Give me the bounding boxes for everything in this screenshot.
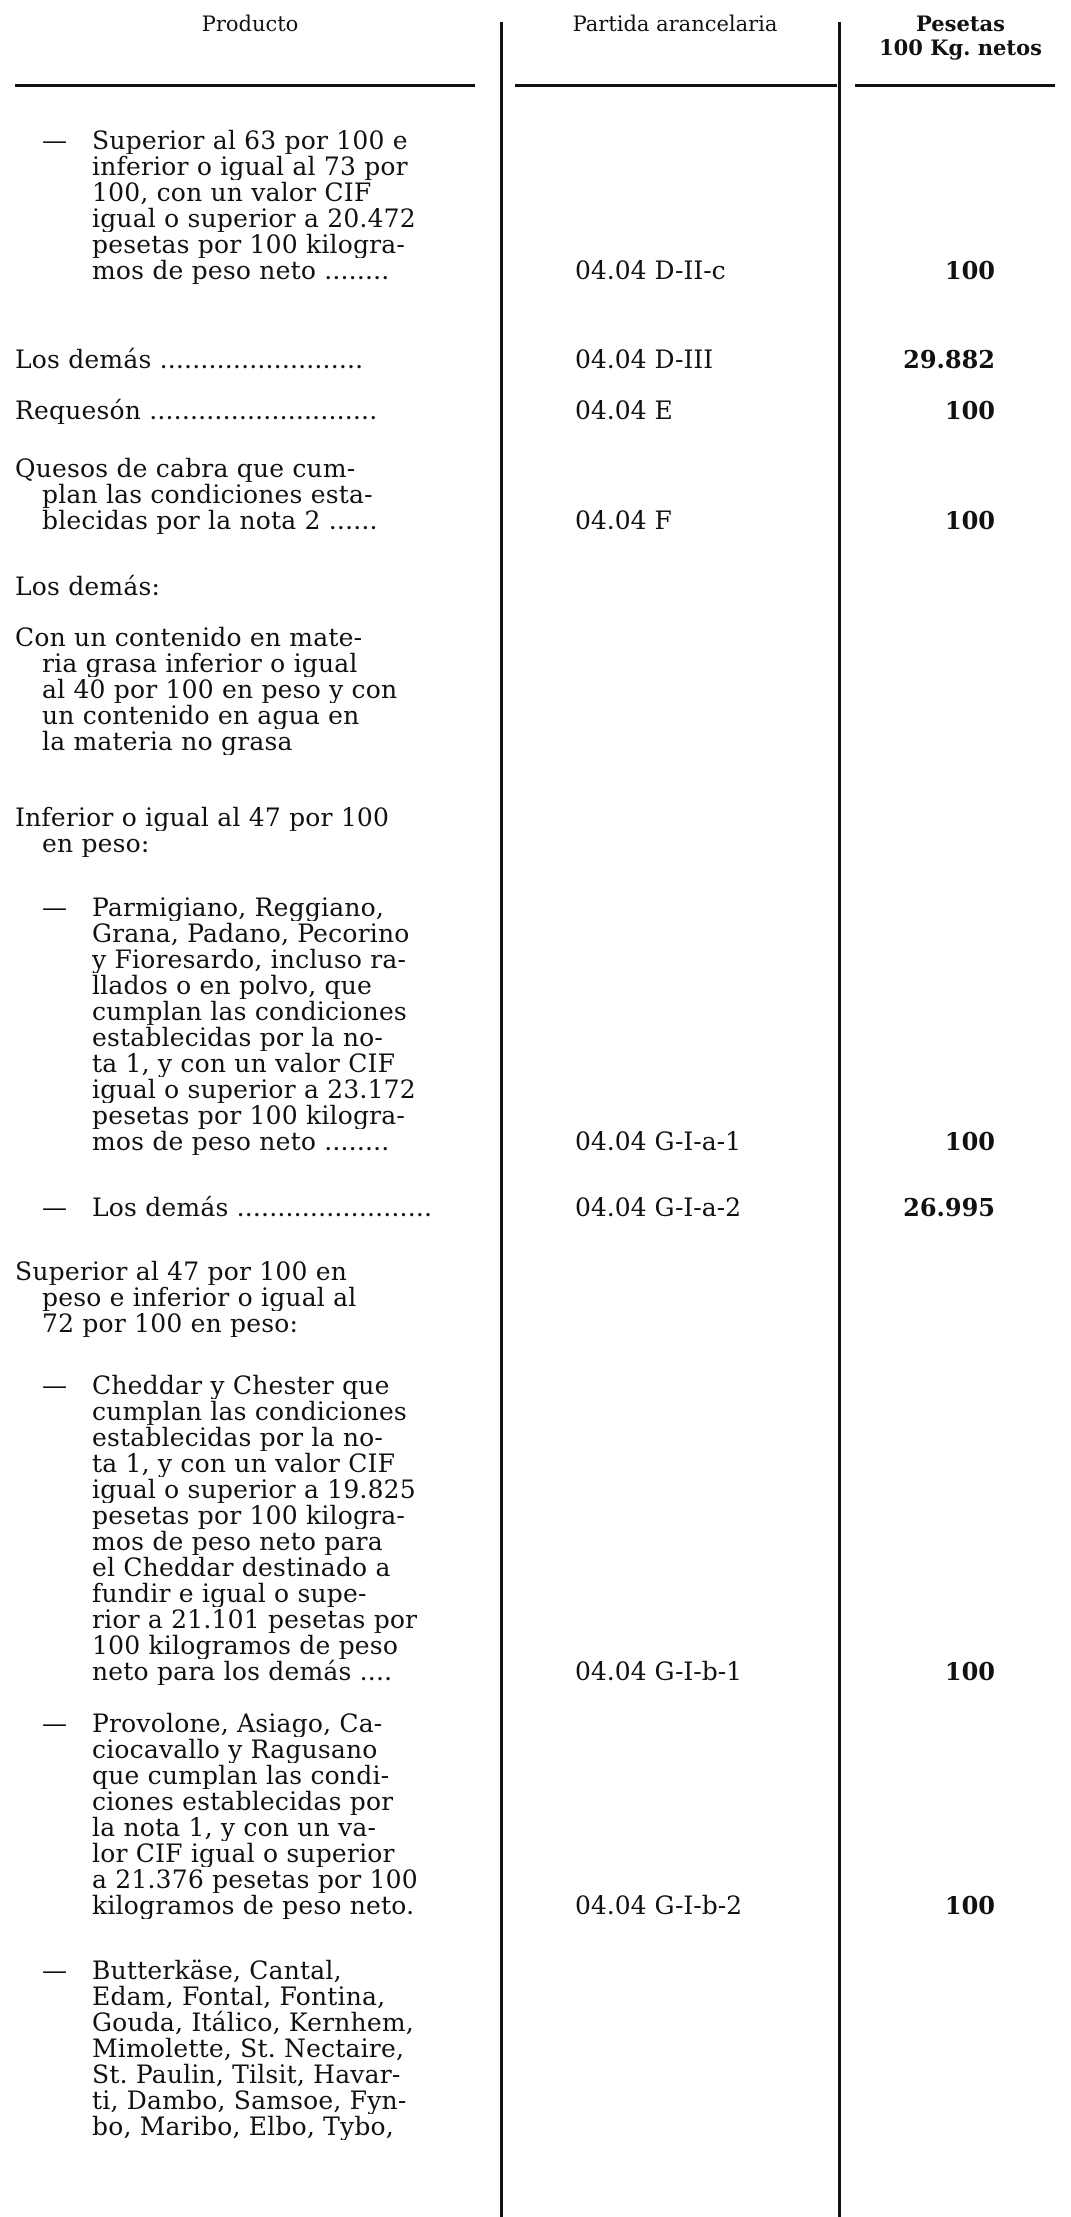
header-partida: Partida arancelaria	[572, 12, 778, 36]
column-divider-1	[500, 22, 503, 2217]
product-text-line: ta 1, y con un valor CIF	[92, 1051, 396, 1077]
pesetas-value: 100	[944, 1127, 995, 1156]
partida-arancelaria: 04.04 E	[575, 396, 673, 425]
header-rule-producto	[15, 84, 475, 87]
column-divider-2	[838, 22, 841, 2217]
partida-arancelaria: 04.04 D-II-c	[575, 256, 726, 285]
product-text-line: inferior o igual al 73 por	[92, 154, 408, 180]
product-text-line: cumplan las condiciones	[92, 999, 407, 1025]
item-dash: —	[42, 1709, 67, 1738]
product-text-line: Superior al 47 por 100 en	[15, 1259, 348, 1285]
product-text-line: Inferior o igual al 47 por 100	[15, 805, 390, 831]
product-text-line: establecidas por la no-	[92, 1425, 384, 1451]
pesetas-value: 100	[944, 506, 995, 535]
product-text-line: plan las condiciones esta-	[42, 482, 373, 508]
product-text-line: Butterkäse, Cantal,	[92, 1958, 342, 1984]
product-text-line: fundir e igual o supe-	[92, 1581, 367, 1607]
product-text-line: ciocavallo y Ragusano	[92, 1737, 378, 1763]
product-text-line: mos de peso neto para	[92, 1529, 383, 1555]
item-dash: —	[42, 126, 67, 155]
header-rule-pesetas	[855, 84, 1055, 87]
product-text-line: kilogramos de peso neto.	[92, 1893, 415, 1919]
product-text-line: peso e inferior o igual al	[42, 1285, 357, 1311]
product-text-line: ciones establecidas por	[92, 1789, 394, 1815]
partida-arancelaria: 04.04 G-I-a-2	[575, 1193, 741, 1222]
pesetas-value: 29.882	[903, 345, 995, 374]
product-text-line: igual o superior a 19.825	[92, 1477, 416, 1503]
header-producto: Producto	[201, 12, 299, 36]
product-text-line: Requesón ............................	[15, 398, 378, 424]
product-text-line: 100, con un valor CIF	[92, 180, 372, 206]
product-text-line: a 21.376 pesetas por 100	[92, 1867, 418, 1893]
product-text-line: y Fioresardo, incluso ra-	[92, 947, 407, 973]
product-text-line: 100 kilogramos de peso	[92, 1633, 399, 1659]
partida-arancelaria: 04.04 F	[575, 506, 672, 535]
product-text-line: en peso:	[42, 831, 150, 857]
product-text-line: Quesos de cabra que cum-	[15, 456, 356, 482]
header-pesetas-line1: Pesetas	[916, 11, 1005, 36]
product-text-line: la materia no grasa	[42, 729, 293, 755]
pesetas-value: 100	[944, 1891, 995, 1920]
product-text-line: que cumplan las condi-	[92, 1763, 390, 1789]
product-text-line: Cheddar y Chester que	[92, 1373, 390, 1399]
item-dash: —	[42, 1371, 67, 1400]
product-text-line: ta 1, y con un valor CIF	[92, 1451, 396, 1477]
pesetas-value: 100	[944, 1657, 995, 1686]
product-text-line: pesetas por 100 kilogra-	[92, 232, 406, 258]
product-text-line: Mimolette, St. Nectaire,	[92, 2036, 405, 2062]
product-text-line: Parmigiano, Reggiano,	[92, 895, 385, 921]
product-text-line: al 40 por 100 en peso y con	[42, 677, 398, 703]
product-text-line: un contenido en agua en	[42, 703, 360, 729]
product-text-line: Superior al 63 por 100 e	[92, 128, 408, 154]
product-text-line: Edam, Fontal, Fontina,	[92, 1984, 386, 2010]
header-rule-partida	[515, 84, 837, 87]
partida-arancelaria: 04.04 G-I-b-2	[575, 1891, 743, 1920]
product-text-line: bo, Maribo, Elbo, Tybo,	[92, 2114, 394, 2140]
partida-arancelaria: 04.04 G-I-a-1	[575, 1127, 741, 1156]
product-text-line: ria grasa inferior o igual	[42, 651, 358, 677]
item-dash: —	[42, 1193, 67, 1222]
product-text-line: igual o superior a 20.472	[92, 206, 416, 232]
product-text-line: Con un contenido en mate-	[15, 625, 363, 651]
product-text-line: Los demás ........................	[92, 1195, 433, 1221]
product-text-line: Los demás:	[15, 574, 161, 600]
product-text-line: Los demás .........................	[15, 347, 364, 373]
product-text-line: neto para los demás ....	[92, 1659, 393, 1685]
product-text-line: el Cheddar destinado a	[92, 1555, 391, 1581]
product-text-line: establecidas por la no-	[92, 1025, 384, 1051]
product-text-line: igual o superior a 23.172	[92, 1077, 416, 1103]
product-text-line: mos de peso neto ........	[92, 1129, 390, 1155]
partida-arancelaria: 04.04 G-I-b-1	[575, 1657, 743, 1686]
product-text-line: pesetas por 100 kilogra-	[92, 1503, 406, 1529]
product-text-line: mos de peso neto ........	[92, 258, 390, 284]
header-pesetas-line2: 100 Kg. netos	[879, 35, 1042, 60]
product-text-line: Provolone, Asiago, Ca-	[92, 1711, 383, 1737]
pesetas-value: 100	[944, 256, 995, 285]
product-text-line: cumplan las condiciones	[92, 1399, 407, 1425]
product-text-line: ti, Dambo, Samsoe, Fyn-	[92, 2088, 407, 2114]
item-dash: —	[42, 1956, 67, 1985]
product-text-line: lor CIF igual o superior	[92, 1841, 395, 1867]
table-header	[0, 0, 1071, 90]
product-text-line: St. Paulin, Tilsit, Havar-	[92, 2062, 401, 2088]
partida-arancelaria: 04.04 D-III	[575, 345, 714, 374]
product-text-line: blecidas por la nota 2 ......	[42, 508, 378, 534]
product-text-line: Gouda, Itálico, Kernhem,	[92, 2010, 414, 2036]
product-text-line: llados o en polvo, que	[92, 973, 372, 999]
product-text-line: 72 por 100 en peso:	[42, 1311, 299, 1337]
product-text-line: Grana, Padano, Pecorino	[92, 921, 410, 947]
item-dash: —	[42, 893, 67, 922]
product-text-line: pesetas por 100 kilogra-	[92, 1103, 406, 1129]
product-text-line: rior a 21.101 pesetas por	[92, 1607, 418, 1633]
pesetas-value: 26.995	[903, 1193, 995, 1222]
product-text-line: la nota 1, y con un va-	[92, 1815, 377, 1841]
pesetas-value: 100	[944, 396, 995, 425]
